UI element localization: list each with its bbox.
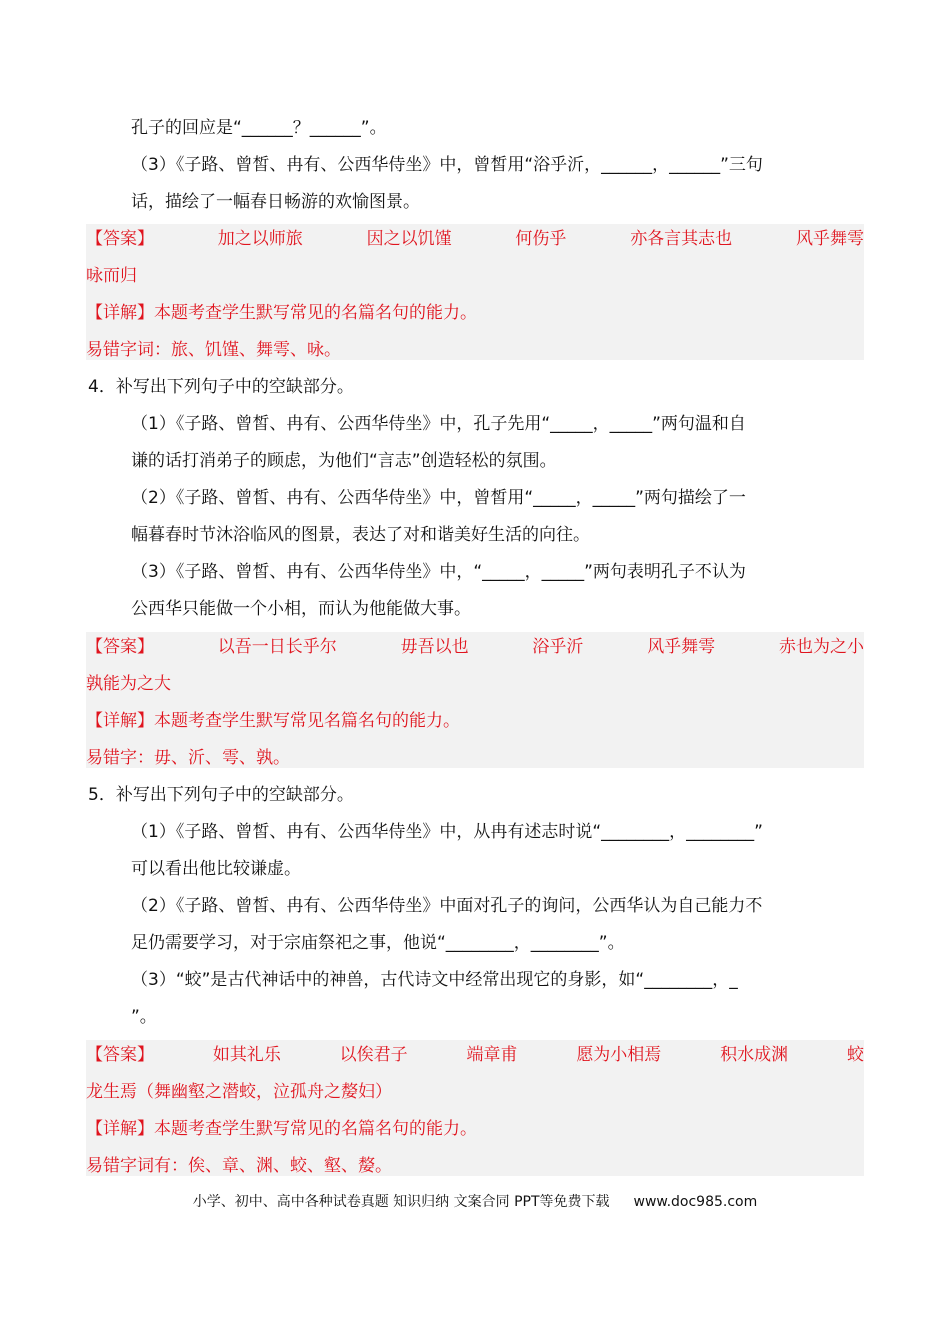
answer-typo-note: 易错字词有：俟、章、渊、蛟、壑、嫠。	[86, 1156, 392, 1176]
q5-s2a: （2）《子路、曾皙、冉有、公西华侍坐》中面对孔子的询问，公西华认为自己能力不	[131, 896, 763, 916]
q5-title: 5．补写出下列句子中的空缺部分。	[88, 785, 354, 805]
q5-s1b: 可以看出他比较谦虚。	[131, 859, 301, 879]
q4-s1b: 谦的话打消弟子的顾虑，为他们“言志”创造轻松的氛围。	[131, 451, 557, 471]
answer-label: 【答案】	[86, 637, 154, 657]
q3-line-2: （3）《子路、曾皙、冉有、公西华侍坐》中，曾皙用“浴乎沂，______，______”三句	[131, 155, 763, 175]
answer-continuation: 咏而归	[86, 266, 137, 286]
answer-item: 何伤乎	[515, 229, 567, 249]
answer-item: 蛟	[846, 1045, 864, 1065]
q4-s2a: （2）《子路、曾皙、冉有、公西华侍坐》中，曾皙用“_____，_____”两句描绘了一	[131, 488, 746, 508]
q4-s1a: （1）《子路、曾皙、冉有、公西华侍坐》中，孔子先用“_____，_____”两句温和自	[131, 414, 746, 434]
q5-s1a: （1）《子路、曾皙、冉有、公西华侍坐》中，从冉有述志时说“________，________”	[131, 822, 763, 842]
q5-s3a: （3）“蛟”是古代神话中的神兽，古代诗文中经常出现它的身影，如“________，_	[131, 970, 738, 990]
answer-row-5	[86, 1043, 864, 1067]
answer-item: 风乎舞雩	[795, 229, 864, 249]
answer-typo-note: 易错字：毋、沂、雩、孰。	[86, 748, 290, 768]
answer-item: 以吾一日长乎尔	[217, 637, 337, 657]
answer-item: 亦各言其志也	[630, 229, 733, 249]
footer-text: 小学、初中、高中各种试卷真题 知识归纳 文案合同 PPT等免费下载	[192, 1194, 610, 1210]
answer-item: 赤也为之小	[778, 637, 864, 657]
answer-item: 积水成渊	[720, 1045, 789, 1065]
answer-detail: 【详解】本题考查学生默写常见名篇名句的能力。	[86, 711, 460, 731]
q4-title: 4．补写出下列句子中的空缺部分。	[88, 377, 354, 397]
answer-item: 毋吾以也	[400, 637, 469, 657]
answer-typo-note: 易错字词：旅、饥馑、舞雩、咏。	[86, 340, 341, 360]
answer-item: 浴乎沂	[532, 637, 584, 657]
q4-s3a: （3）《子路、曾皙、冉有、公西华侍坐》中，“_____，_____”两句表明孔子不认为	[131, 562, 746, 582]
footer-url[interactable]: www.doc985.com	[633, 1194, 758, 1210]
answer-item: 加之以师旅	[217, 229, 303, 249]
answer-item: 如其礼乐	[212, 1045, 281, 1065]
answer-item: 因之以饥馑	[366, 229, 452, 249]
q3-line-1: 孔子的回应是“______？______”。	[131, 118, 387, 138]
page-footer	[0, 1192, 950, 1212]
q5-s2b: 足仍需要学习，对于宗庙祭祀之事，他说“________，________”。	[131, 933, 625, 953]
q3-line-3: 话，描绘了一幅春日畅游的欢愉图景。	[131, 192, 420, 212]
q4-s3b: 公西华只能做一个小相，而认为他能做大事。	[131, 599, 471, 619]
answer-row-3	[86, 227, 864, 251]
answer-item: 端章甫	[466, 1045, 518, 1065]
answer-label: 【答案】	[86, 1045, 154, 1065]
answer-item: 风乎舞雩	[647, 637, 716, 657]
answer-item: 以俟君子	[339, 1045, 408, 1065]
answer-row-4	[86, 635, 864, 659]
q4-s2b: 幅暮春时节沐浴临风的图景，表达了对和谐美好生活的向往。	[131, 525, 590, 545]
answer-continuation: 孰能为之大	[86, 674, 171, 694]
answer-item: 愿为小相焉	[576, 1045, 662, 1065]
answer-detail: 【详解】本题考查学生默写常见的名篇名句的能力。	[86, 1119, 477, 1139]
answer-label: 【答案】	[86, 229, 154, 249]
answer-detail: 【详解】本题考查学生默写常见的名篇名句的能力。	[86, 303, 477, 323]
answer-continuation: 龙生焉（舞幽壑之潜蛟，泣孤舟之嫠妇）	[86, 1082, 392, 1102]
q5-s3b: ”。	[131, 1007, 157, 1027]
